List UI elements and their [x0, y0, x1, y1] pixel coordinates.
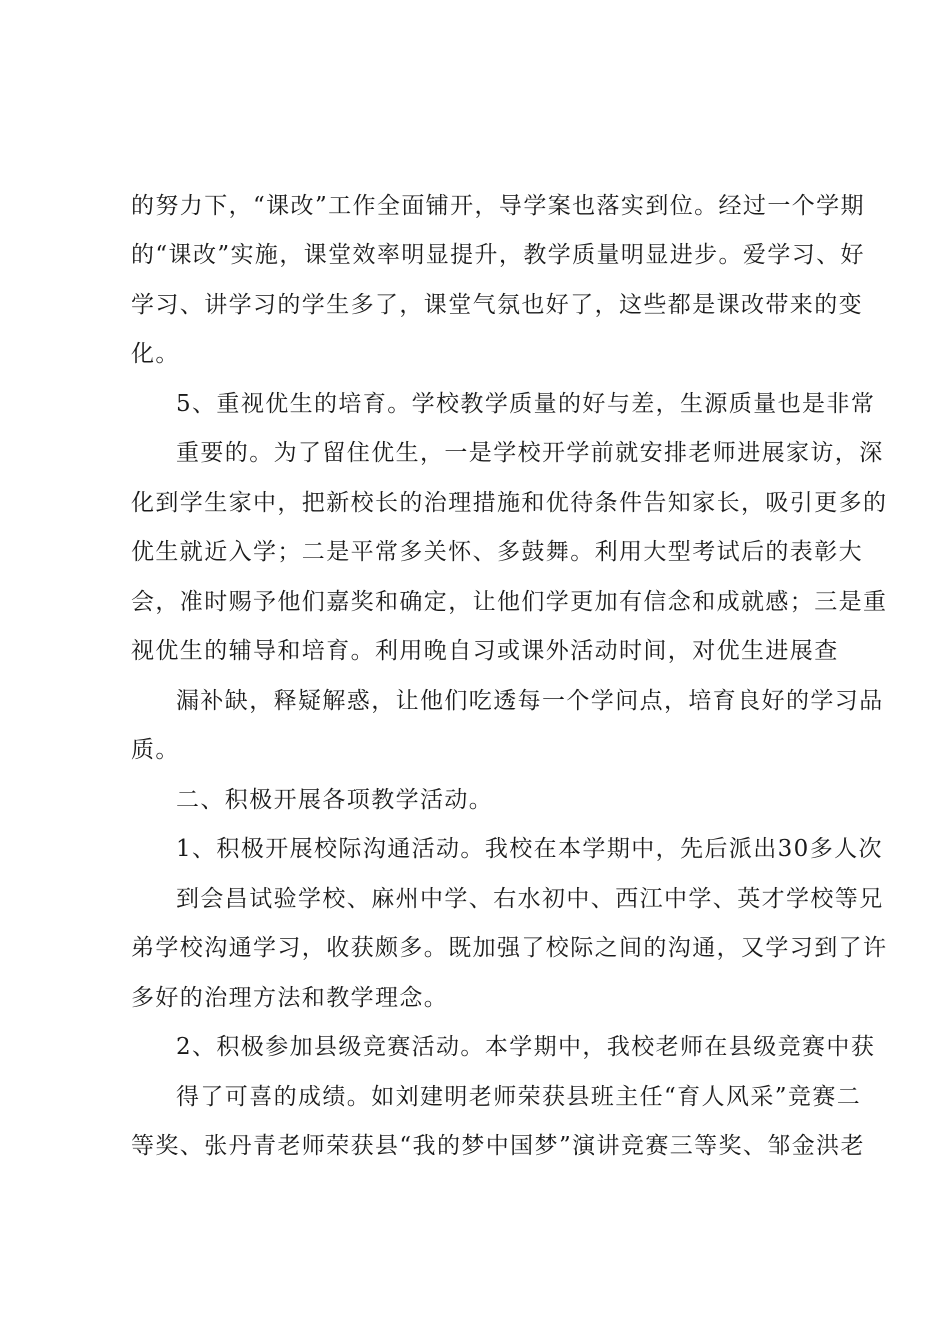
text-line: 的努力下，“课改”工作全面铺开，导学案也落实到位。经过一个学期 — [131, 193, 865, 219]
text-line: 的“课改”实施，课堂效率明显提升，教学质量明显进步。爱学习、好 — [131, 242, 865, 268]
text-line: 学习、讲学习的学生多了，课堂气氛也好了，这些都是课改带来的变 — [131, 292, 863, 318]
text-line: 2、积极参加县级竞赛活动。本学期中，我校老师在县级竞赛中获 — [176, 1034, 876, 1060]
text-line: 视优生的辅导和培育。利用晚自习或课外活动时间，对优生进展查 — [131, 638, 839, 664]
text-line: 质。 — [131, 737, 180, 763]
text-line: 重要的。为了留住优生，一是学校开学前就安排老师进展家访，深 — [176, 440, 884, 466]
section-heading: 二、积极开展各项教学活动。 — [176, 787, 494, 813]
text-line: 化到学生家中，把新校长的治理措施和优待条件告知家长，吸引更多的 — [131, 490, 888, 516]
text-line: 得了可喜的成绩。如刘建明老师荣获县班主任“育人风采”竞赛二 — [176, 1084, 862, 1110]
text-line: 1、积极开展校际沟通活动。我校在本学期中，先后派出30多人次 — [176, 836, 883, 862]
text-line: 优生就近入学；二是平常多关怀、多鼓舞。利用大型考试后的表彰大 — [131, 539, 863, 565]
text-line: 到会昌试验学校、麻州中学、右水初中、西江中学、英才学校等兄 — [176, 886, 884, 912]
text-line: 弟学校沟通学习，收获颇多。既加强了校际之间的沟通，又学习到了许 — [131, 935, 888, 961]
text-line: 化。 — [131, 341, 180, 367]
text-line: 5、重视优生的培育。学校教学质量的好与差，生源质量也是非常 — [176, 391, 876, 417]
text-line: 等奖、张丹青老师荣获县“我的梦中国梦”演讲竞赛三等奖、邹金洪老 — [131, 1133, 865, 1159]
text-line: 会，准时赐予他们嘉奖和确定，让他们学更加有信念和成就感；三是重 — [131, 589, 888, 615]
text-line: 漏补缺，释疑解惑，让他们吃透每一个学问点，培育良好的学习品 — [176, 688, 884, 714]
text-line: 多好的治理方法和教学理念。 — [131, 985, 449, 1011]
